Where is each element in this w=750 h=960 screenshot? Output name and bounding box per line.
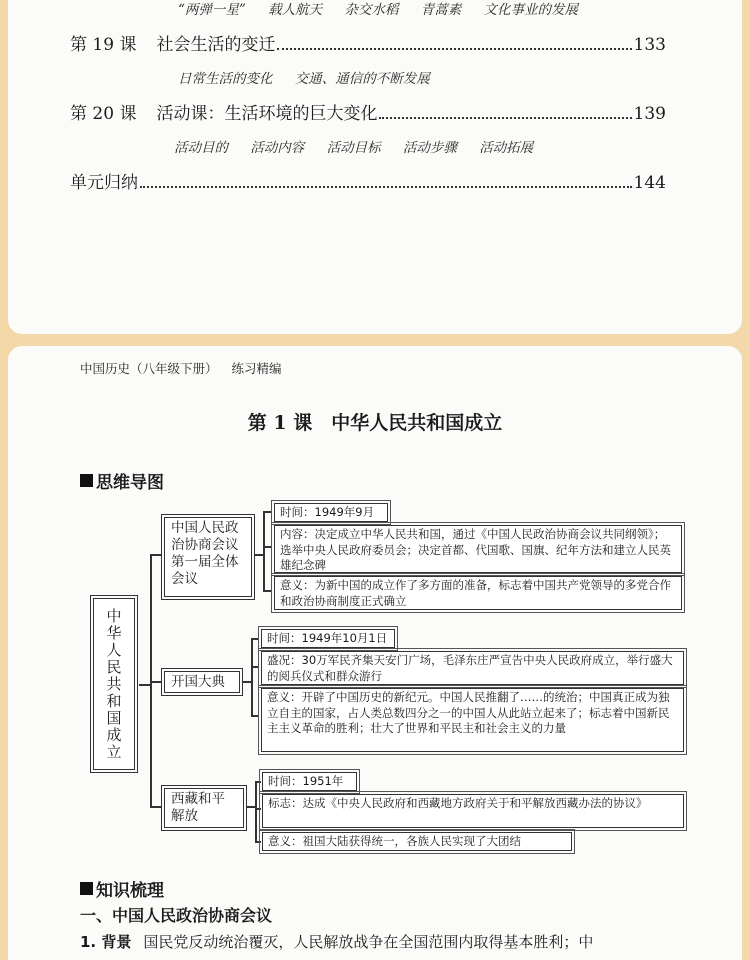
toc-subtopic: 杂交水稻: [344, 2, 399, 18]
mindmap-branch-tibet-liberation: [164, 788, 244, 828]
toc-entry-lesson-20[interactable]: [70, 99, 666, 124]
toc-page-number: 133: [633, 35, 666, 55]
mindmap-leaf: 标志：达成《中央人民政府和西藏地方政府关于和平解放西藏办法的协议》: [262, 794, 684, 828]
connector-line: [255, 808, 261, 810]
mindmap-leaf: 意义：开辟了中国历史的新纪元。中国人民推翻了……的统治；中国真正成为独立自主的国家，占人类总数四分之一的中国人从此站立起来了；标志着中国新民主主义革命的胜利；壮大了世界和平民主和社会主义的力量: [261, 688, 684, 752]
branch-label: 开国大典: [171, 674, 225, 690]
connector-line: [150, 806, 162, 808]
toc-entry-unit-summary[interactable]: [70, 168, 666, 193]
connector-line: [255, 841, 261, 843]
connector-line: [150, 554, 152, 806]
toc-subtopic: 交通、通信的不断发展: [294, 71, 430, 87]
connector-line: [255, 781, 261, 783]
toc-page-number: 144: [633, 173, 666, 193]
mindmap-branch-cppcc: [164, 517, 252, 597]
toc-page-number: 139: [633, 104, 666, 124]
book-title: 中国历史（八年级下册）: [80, 361, 218, 376]
toc-lesson-title: 社会生活的变迁: [156, 35, 276, 55]
running-header: [80, 359, 292, 377]
mindmap-leaf: 意义：祖国大陆获得统一，各族人民实现了大团结: [262, 832, 572, 851]
toc-subtopic: 日常生活的变化: [178, 71, 273, 87]
toc-subtopic: 青蒿素: [420, 2, 462, 18]
connector-line: [263, 511, 265, 590]
mindmap-leaf: 时间：1949年10月1日: [261, 629, 395, 648]
toc-lesson-title: 活动课：生活环境的巨大变化: [156, 104, 378, 124]
series-title: 练习精编: [231, 361, 282, 376]
connector-line: [255, 781, 257, 841]
toc-subtopics: [174, 136, 551, 156]
toc-subtopic: 活动步骤: [402, 140, 457, 156]
connector-line: [139, 684, 150, 686]
mindmap-root: [93, 598, 135, 770]
connector-line: [247, 806, 255, 808]
subsection-heading: 一、中国人民政治协商会议: [80, 906, 273, 925]
toc-subtopics: [178, 67, 448, 87]
mindmap-branch-founding-ceremony: [164, 671, 240, 693]
mindmap-leaf: 时间：1951年: [262, 772, 357, 791]
connector-line: [251, 638, 253, 715]
lesson-title: 第 1 课 中华人民共和国成立: [247, 412, 503, 434]
toc-entry-lesson-19[interactable]: [70, 30, 666, 55]
branch-label: 西藏和平解放: [171, 791, 225, 824]
mindmap-root-label: 中华人民共和国成立: [104, 607, 123, 761]
toc-lesson-number: 第 20 课: [70, 104, 137, 124]
connector-line: [263, 511, 271, 513]
branch-label: 中国人民政治协商会议第一届全体会议: [171, 520, 239, 587]
black-square-icon: [80, 474, 93, 487]
toc-subtopic: 载人航天: [268, 2, 323, 18]
connector-line: [251, 638, 259, 640]
toc-subtopic: 活动内容: [250, 140, 305, 156]
connector-line: [243, 681, 251, 683]
toc-subtopic: 活动目标: [326, 140, 381, 156]
mindmap-heading-text: 思维导图: [96, 473, 164, 493]
toc-lesson-number: 第 19 课: [70, 35, 137, 55]
toc-dot-leader: [379, 117, 631, 119]
mindmap-leaf: 内容：决定成立中华人民共和国，通过《中国人民政治协商会议共同纲领》；选举中央人民政府委员会；决定首都、代国歌、国旗、纪年方法和建立人民英雄纪念碑: [274, 525, 682, 573]
toc-subtopic: 文化事业的发展: [483, 2, 578, 18]
knowledge-heading: [80, 876, 164, 901]
connector-line: [263, 590, 271, 592]
knowledge-heading-text: 知识梳理: [96, 881, 164, 901]
black-square-icon: [80, 882, 93, 895]
connector-line: [150, 681, 162, 683]
mindmap-heading: [80, 468, 164, 493]
point-text: 国民党反动统治覆灭，人民解放战争在全国范围内取得基本胜利；中: [143, 933, 594, 951]
mindmap-leaf: 意义：为新中国的成立作了多方面的准备，标志着中国共产党领导的多党合作和政治协商制度正式确立: [274, 576, 682, 610]
connector-line: [150, 554, 162, 556]
connector-line: [251, 666, 259, 668]
toc-card: [8, 0, 742, 334]
toc-subtopic: 活动目的: [174, 140, 228, 156]
point-label: 1. 背景: [80, 933, 132, 951]
toc-subtopic: “两弹一星”: [178, 2, 246, 18]
toc-lesson-title: 单元归纳: [70, 173, 138, 193]
toc-subtopic: 活动拓展: [479, 140, 534, 156]
connector-line: [263, 546, 271, 548]
toc-subtopics: [178, 0, 596, 18]
connector-line: [255, 554, 263, 556]
toc-dot-leader: [277, 48, 631, 50]
connector-line: [251, 715, 259, 717]
body-paragraph: [80, 931, 593, 952]
lesson-page-card: [8, 346, 742, 960]
toc-dot-leader: [140, 186, 632, 188]
mindmap-leaf: 盛况：30万军民齐集天安门广场，毛泽东庄严宣告中央人民政府成立，举行盛大的阅兵仪式和群众游行: [261, 651, 684, 685]
mindmap-leaf: 时间：1949年9月: [274, 503, 388, 522]
